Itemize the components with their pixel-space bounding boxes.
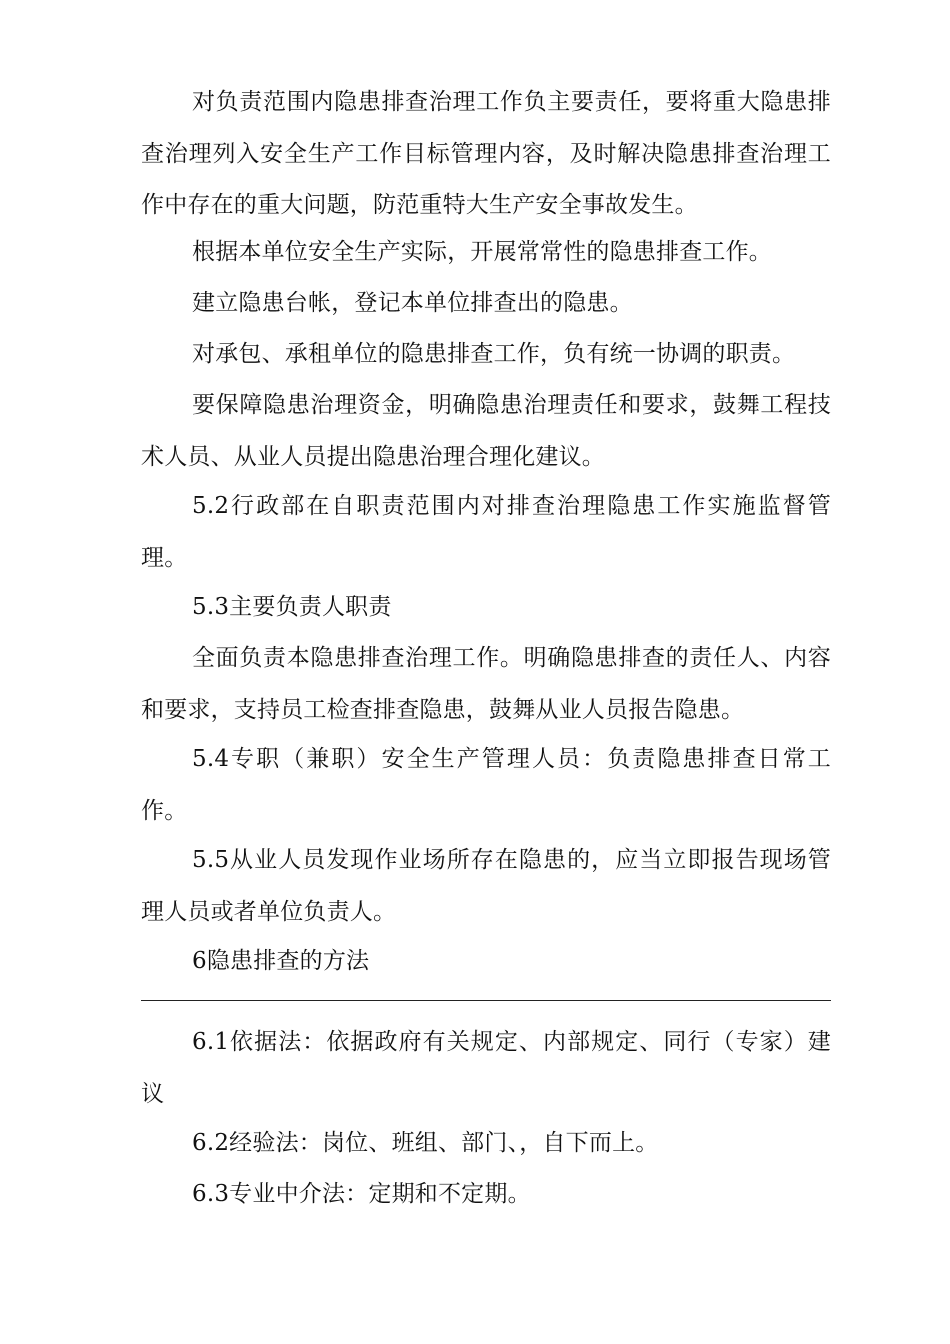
paragraph-hazard-ledger: 建立隐患台帐，登记本单位排查出的隐患。 <box>192 290 633 316</box>
paragraph-main-responsibility: 对负责范围内隐患排查治理工作负主要责任，要将重大隐患排查治理列入安全生产工作目标管理内容，及时解决隐患排查治理工作中存在的重大问题，防范重特大生产安全事故发生。 <box>141 89 831 218</box>
paragraph-section-6-3: 6.3专业中介法：定期和不定期。 <box>192 1181 531 1207</box>
paragraph-contractor-coordination: 对承包、承租单位的隐患排查工作，负有统一协调的职责。 <box>192 341 796 367</box>
paragraph-section-5-5: 5.5从业人员发现作业场所存在隐患的，应当立即报告现场管理人员或者单位负责人。 <box>141 847 831 925</box>
heading-section-5-3: 5.3主要负责人职责 <box>192 594 392 620</box>
paragraph-regular-inspection: 根据本单位安全生产实际，开展常常性的隐患排查工作。 <box>192 239 772 265</box>
paragraph-principal-duties: 全面负责本隐患排查治理工作。明确隐患排查的责任人、内容和要求，支持员工检查排查隐患，鼓舞从业人员报告隐患。 <box>141 645 831 723</box>
heading-section-6: 6隐患排查的方法 <box>192 948 370 974</box>
paragraph-section-5-2: 5.2行政部在自职责范围内对排查治理隐患工作实施监督管理。 <box>141 493 831 571</box>
paragraph-section-6-1: 6.1依据法：依据政府有关规定、内部规定、同行（专家）建议 <box>141 1029 831 1107</box>
paragraph-section-5-4: 5.4专职（兼职）安全生产管理人员：负责隐患排查日常工作。 <box>141 746 831 824</box>
paragraph-section-6-2: 6.2经验法：岗位、班组、部门、，自下而上。 <box>192 1130 659 1156</box>
paragraph-remediation-funding: 要保障隐患治理资金，明确隐患治理责任和要求，鼓舞工程技术人员、从业人员提出隐患治理合理化建议。 <box>141 392 831 470</box>
horizontal-divider <box>141 1000 831 1001</box>
